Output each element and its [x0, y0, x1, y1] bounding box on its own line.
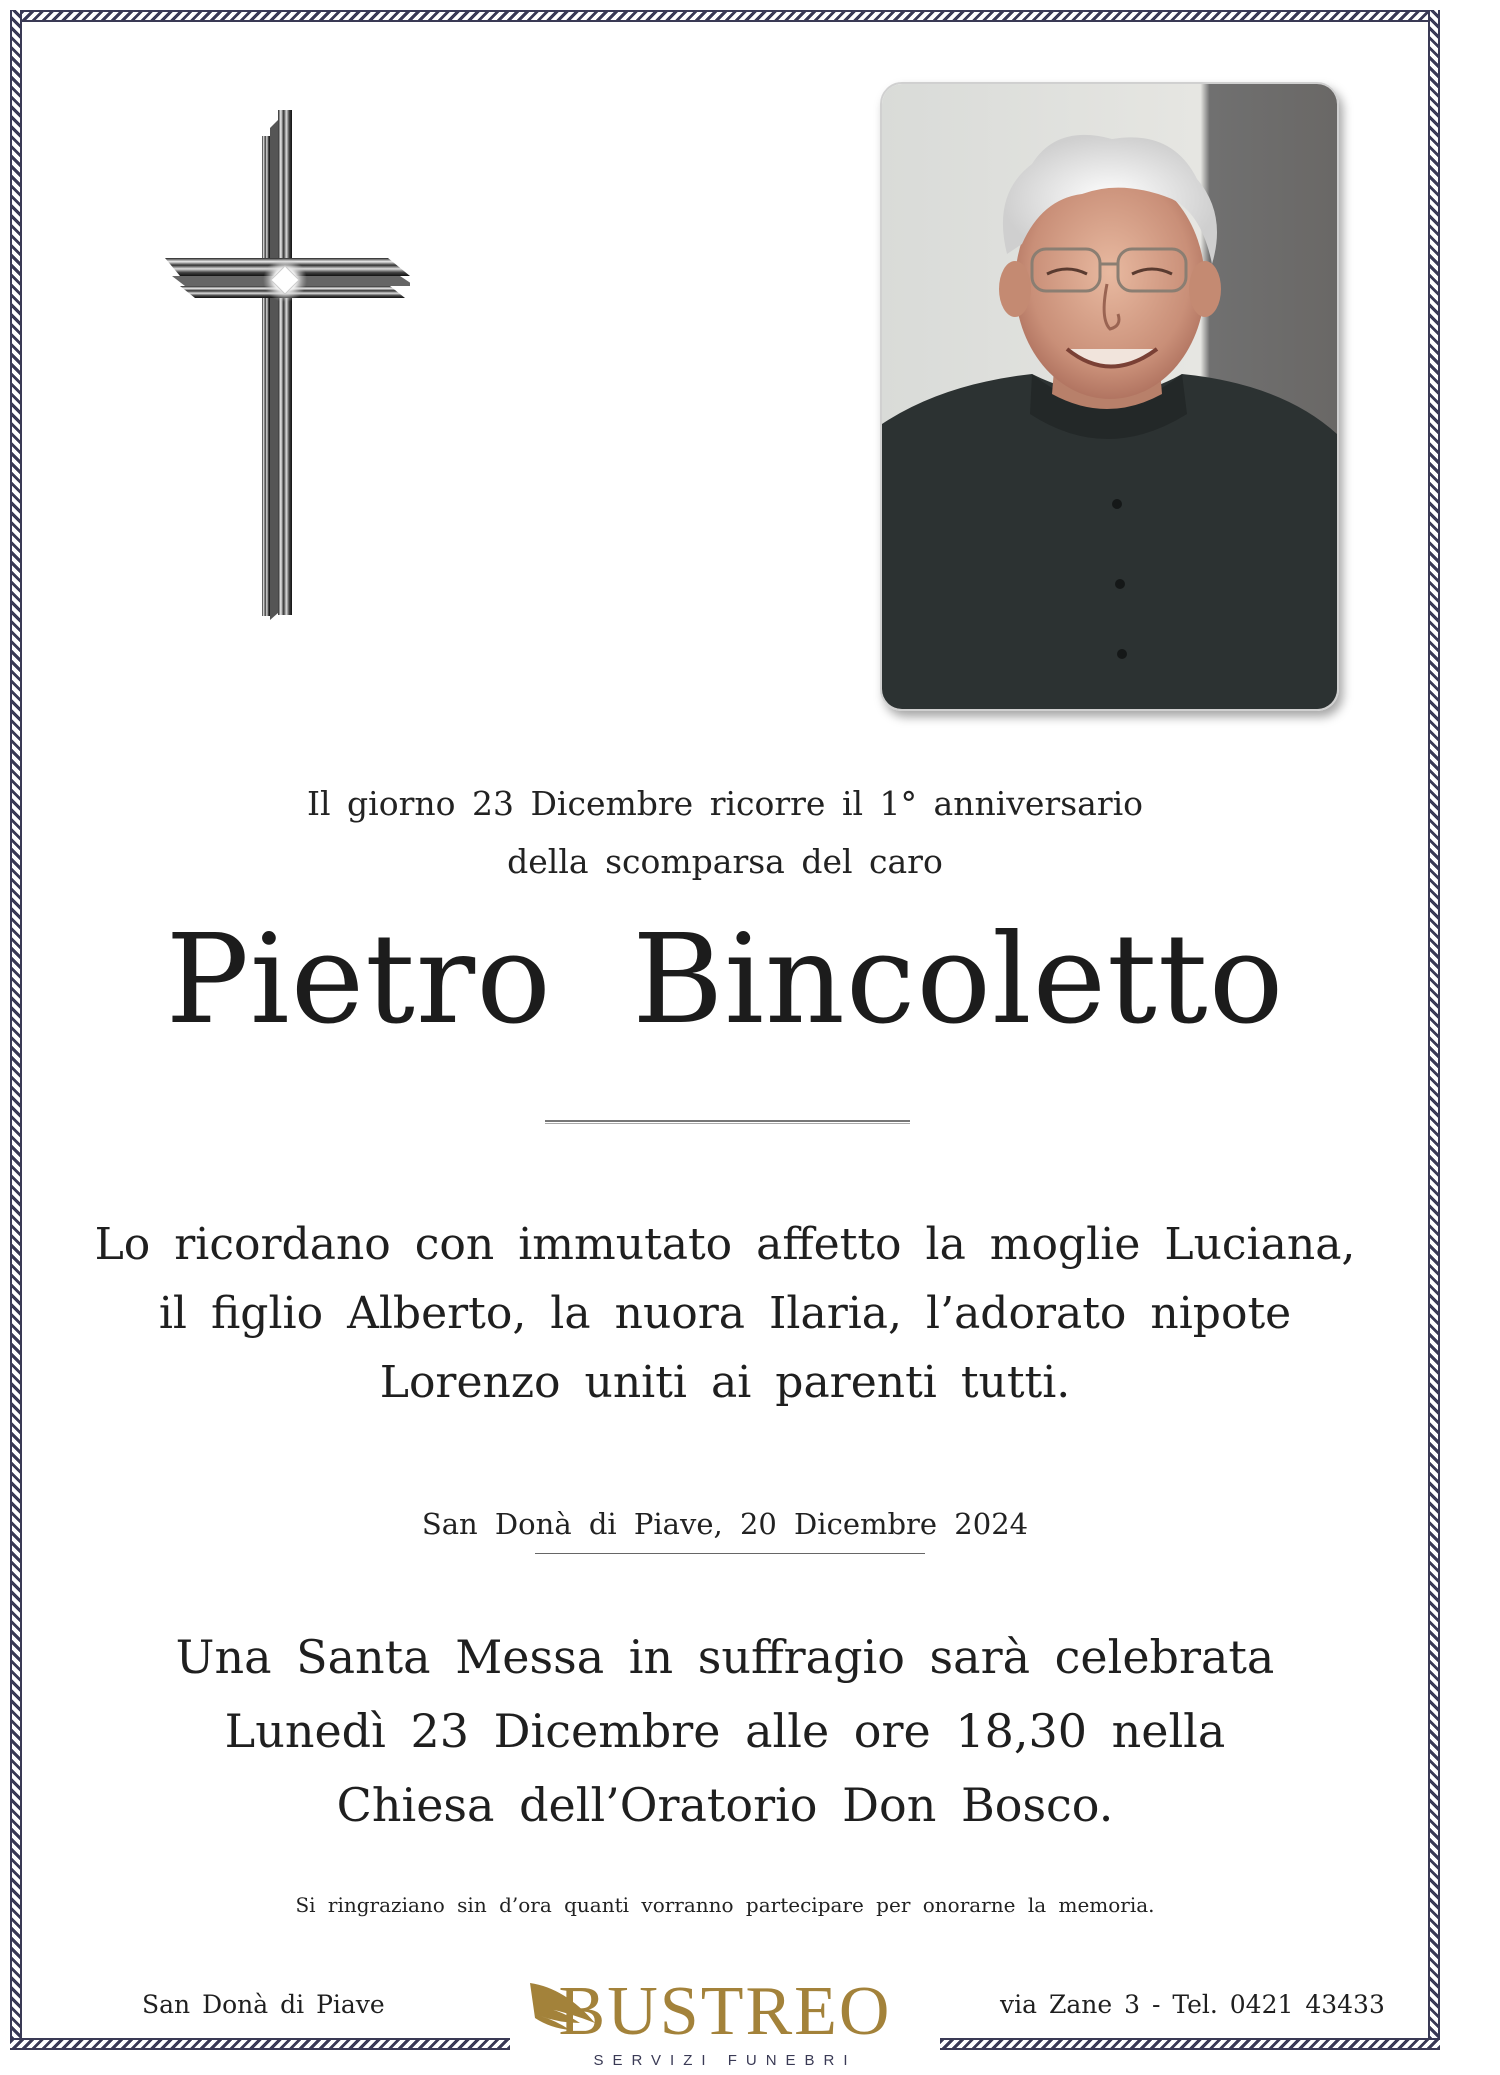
place-date: San Donà di Piave, 20 Dicembre 2024	[421, 1507, 1029, 1541]
logo-subtitle: SERVIZI FUNEBRI	[593, 2052, 857, 2069]
mass-line-3: Chiesa dell’Oratorio Don Bosco.	[336, 1778, 1114, 1832]
portrait-image	[882, 84, 1337, 709]
name-divider	[545, 1120, 910, 1124]
intro-text	[0, 775, 1450, 891]
family-text	[0, 1210, 1450, 1417]
family-line-1: Lo ricordano con immutato affetto la moglie Luciana,	[94, 1219, 1356, 1270]
intro-line-2: della scomparsa del caro	[507, 842, 943, 881]
family-line-3: Lorenzo uniti ai parenti tutti.	[379, 1357, 1071, 1408]
cross-icon	[160, 108, 410, 628]
intro-line-1: Il giorno 23 Dicembre ricorre il 1° anniversario	[306, 784, 1144, 823]
rope-border-top	[10, 10, 1440, 22]
family-line-2: il figlio Alberto, la nuora Ilaria, l’adorato nipote	[158, 1288, 1292, 1339]
bustreo-logo	[520, 1972, 930, 2075]
mass-line-2: Lunedì 23 Dicembre alle ore 18,30 nella	[224, 1704, 1226, 1758]
footer-city: San Donà di Piave	[142, 1990, 385, 2019]
logo-wordmark: BUSTREO	[558, 1973, 892, 2050]
mass-text	[0, 1620, 1450, 1842]
date-underline	[535, 1553, 925, 1554]
footer-contact: via Zane 3 - Tel. 0421 43433	[1000, 1990, 1385, 2019]
mass-line-1: Una Santa Messa in suffragio sarà celebrata	[175, 1630, 1275, 1684]
deceased-name: Pietro Bincoletto	[165, 908, 1285, 1052]
thanks-text: Si ringraziano sin d’ora quanti vorranno partecipare per onorarne la memoria.	[295, 1893, 1155, 1917]
rope-border-bottom-right	[940, 2038, 1440, 2050]
portrait-photo	[880, 82, 1339, 711]
rope-border-bottom-left	[10, 2038, 510, 2050]
